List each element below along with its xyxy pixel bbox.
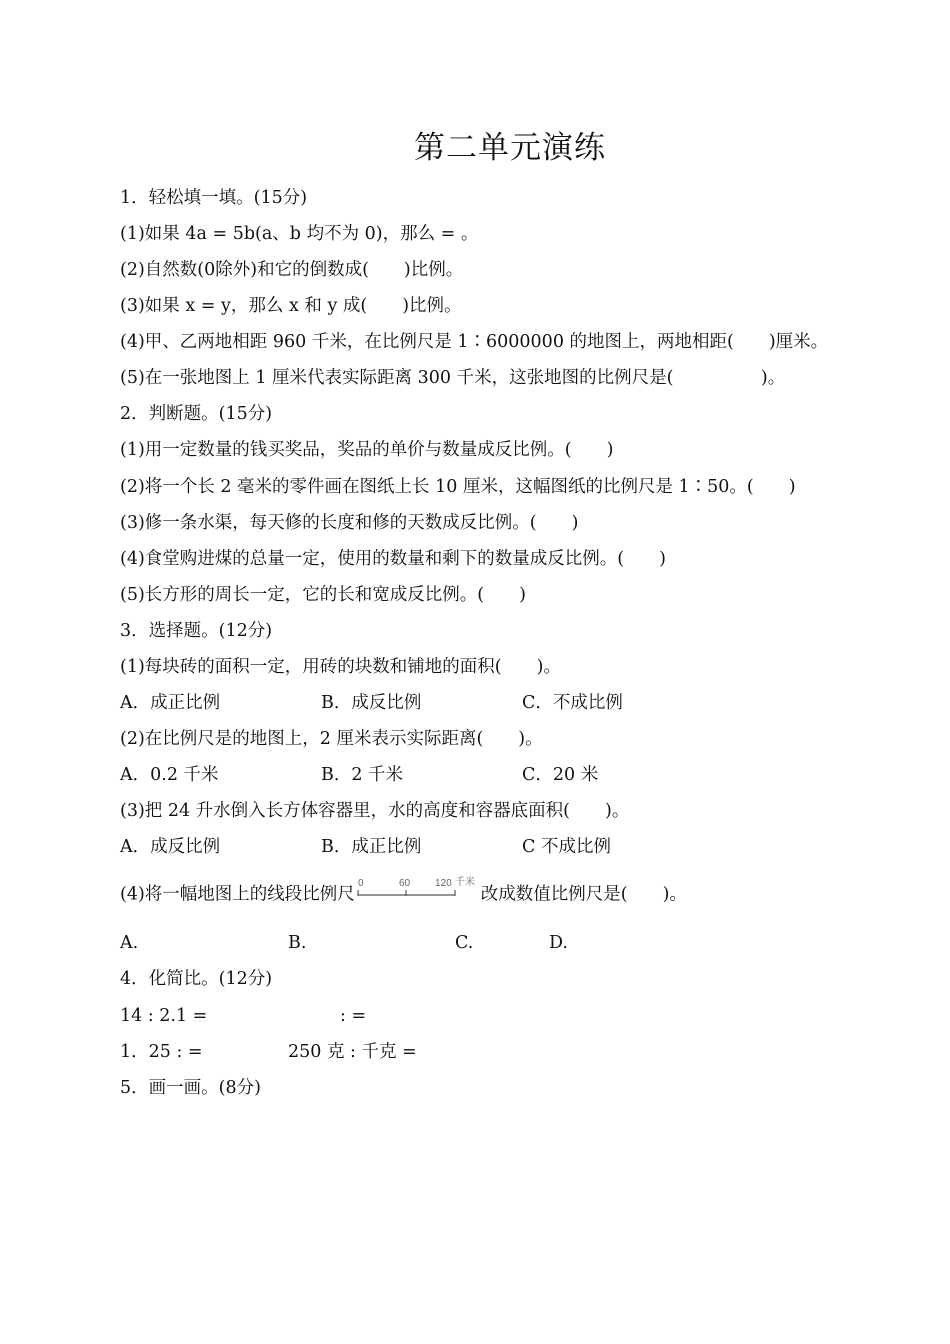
s2-item-4: (4)食堂购进煤的总量一定，使用的数量和剩下的数量成反比例。( ) bbox=[120, 549, 666, 569]
section-5-heading: 5．画一画。(8分) bbox=[120, 1078, 261, 1098]
s2-item-3: (3)修一条水渠，每天修的长度和修的天数成反比例。( ) bbox=[120, 513, 579, 533]
s3-q4-option-d: D. bbox=[549, 933, 568, 953]
page-title: 第二单元演练 bbox=[414, 130, 606, 166]
s1-item-1: (1)如果 4a = 5b(a、b 均不为 0)，那么 = 。 bbox=[120, 224, 479, 244]
s3-q1-option-b: B．成反比例 bbox=[321, 693, 422, 713]
s1-item-3: (3)如果 x = y，那么 x 和 y 成( )比例。 bbox=[120, 296, 462, 316]
s3-question-4 bbox=[120, 877, 687, 910]
scale-label-120: 120 bbox=[434, 878, 452, 889]
s1-item-5: (5)在一张地图上 1 厘米代表实际距离 300 千米，这张地图的比例尺是( )。 bbox=[120, 368, 786, 388]
s3-q4-option-a: A. bbox=[120, 933, 139, 953]
section-3-heading: 3．选择题。(12分) bbox=[120, 621, 273, 641]
s3-q1-option-a: A．成正比例 bbox=[120, 693, 221, 713]
s3-q2-option-a: A．0.2 千米 bbox=[120, 765, 219, 785]
s3-q4-text-before: (4)将一幅地图上的线段比例尺 bbox=[120, 884, 355, 905]
s1-item-2: (2)自然数(0除外)和它的倒数成( )比例。 bbox=[120, 260, 464, 280]
scale-label-unit: 千米 bbox=[454, 877, 475, 888]
s3-q3-option-a: A．成反比例 bbox=[120, 837, 221, 857]
s3-q4-option-c: C. bbox=[455, 933, 474, 953]
s3-q1-option-c: C．不成比例 bbox=[522, 693, 623, 713]
s3-question-3: (3)把 24 升水倒入长方体容器里，水的高度和容器底面积( )。 bbox=[120, 801, 630, 821]
s1-item-4: (4)甲、乙两地相距 960 千米，在比例尺是 1∶6000000 的地图上，两地相距( )厘米。 bbox=[120, 332, 829, 352]
s3-question-2: (2)在比例尺是的地图上，2 厘米表示实际距离( )。 bbox=[120, 729, 543, 749]
s3-q3-option-c: C 不成比例 bbox=[522, 837, 611, 857]
s4-row2-right: 250 克 : 千克 = bbox=[288, 1042, 417, 1062]
s3-q2-option-c: C．20 米 bbox=[522, 765, 599, 785]
s2-item-2: (2)将一个长 2 毫米的零件画在图纸上长 10 厘米，这幅图纸的比例尺是 1∶50。( ) bbox=[120, 477, 796, 497]
line-scale-bar bbox=[357, 874, 479, 904]
s3-q3-option-b: B．成正比例 bbox=[321, 837, 422, 857]
scale-label-0: 0 bbox=[357, 878, 364, 889]
section-4-heading: 4．化简比。(12分) bbox=[120, 969, 273, 989]
s3-q4-option-b: B. bbox=[288, 933, 307, 953]
s4-row1-left: 14 : 2.1 = bbox=[120, 1006, 208, 1026]
s3-q2-option-b: B．2 千米 bbox=[321, 765, 404, 785]
s4-row2-left: 1．25 : = bbox=[120, 1042, 203, 1062]
s4-row1-right: : = bbox=[340, 1006, 367, 1026]
s3-q4-text-after: 改成数值比例尺是( )。 bbox=[480, 884, 687, 905]
s2-item-5: (5)长方形的周长一定，它的长和宽成反比例。( ) bbox=[120, 585, 526, 605]
section-1-heading: 1．轻松填一填。(15分) bbox=[120, 188, 308, 208]
scale-label-60: 60 bbox=[398, 878, 410, 889]
s3-question-1: (1)每块砖的面积一定，用砖的块数和铺地的面积( )。 bbox=[120, 657, 561, 677]
s2-item-1: (1)用一定数量的钱买奖品，奖品的单价与数量成反比例。( ) bbox=[120, 440, 614, 460]
section-2-heading: 2．判断题。(15分) bbox=[120, 404, 273, 424]
